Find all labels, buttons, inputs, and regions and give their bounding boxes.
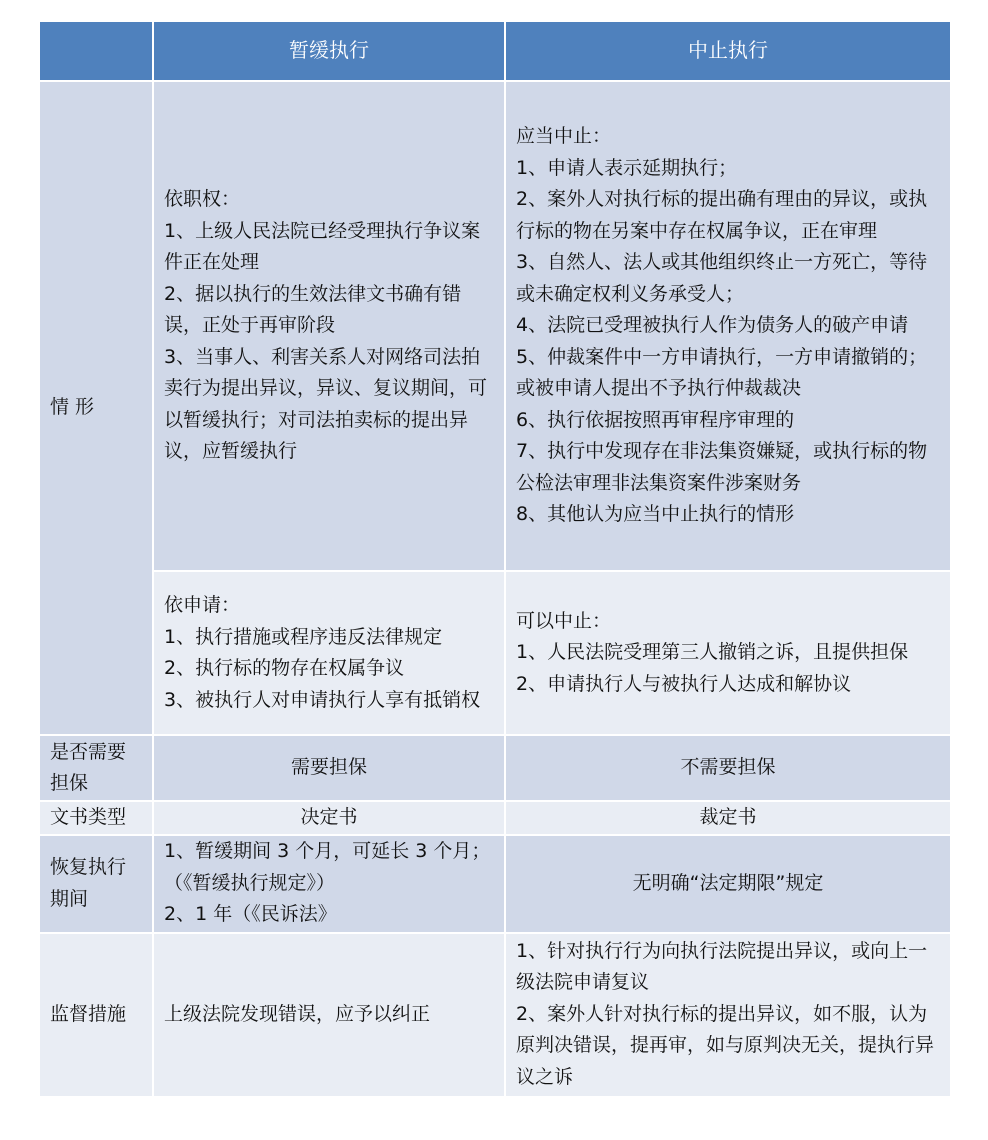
- suspend-on-application-item: 2、执行标的物存在权属争议: [164, 657, 405, 679]
- stop-mandatory-item: 6、执行依据按照再审程序审理的: [516, 408, 795, 431]
- supervision-row: [40, 934, 950, 1096]
- supervision-stop-item: 2、案外人针对执行标的提出异议，如不服，认为原判决错误，提再审，如与原判决无关，提执行异议之诉: [516, 1002, 935, 1088]
- suspend-on-application-item: 3、被执行人对申请执行人享有抵销权: [164, 688, 481, 711]
- header-blank-cell: [40, 22, 152, 80]
- stop-mandatory-item: 4、法院已受理被执行人作为债务人的破产申请: [516, 314, 909, 337]
- stop-optional-heading: 可以中止：: [516, 609, 612, 632]
- stop-mandatory-item: 1、申请人表示延期执行；: [516, 156, 738, 179]
- resume-period-suspend-cell: [154, 836, 504, 932]
- header-suspend-execution: 暂缓执行: [154, 22, 504, 80]
- supervision-suspend: 上级法院发现错误，应予以纠正: [154, 934, 504, 1096]
- suspend-ex-officio-heading: 依职权：: [164, 188, 241, 211]
- suspend-ex-officio-item: 1、上级人民法院已经受理执行争议案件正在处理: [164, 219, 481, 274]
- document-type-row: [40, 802, 950, 834]
- suspend-ex-officio-item: 2、据以执行的生效法律文书确有错误，正处于再审阶段: [164, 282, 462, 337]
- comparison-table: [38, 20, 952, 1098]
- suspend-on-application-cell: [154, 572, 504, 734]
- document-type-stop: 裁定书: [506, 802, 950, 834]
- situation-label: 情 形: [40, 82, 152, 734]
- situation-row-1: [40, 82, 950, 570]
- suspend-on-application-heading: 依申请：: [164, 594, 241, 616]
- suspend-on-application-item: 1、执行措施或程序违反法律规定: [164, 625, 443, 648]
- guarantee-label: 是否需要担保: [40, 736, 152, 800]
- stop-mandatory-item: 3、自然人、法人或其他组织终止一方死亡，等待或未确定权利义务承受人；: [516, 251, 928, 305]
- document-type-label: 文书类型: [40, 802, 152, 834]
- resume-period-suspend-item: 1、暂缓期间 3 个月，可延长 3 个月；（《暂缓执行规定》）: [164, 840, 491, 894]
- resume-period-label: 恢复执行期间: [40, 836, 152, 932]
- guarantee-suspend: 需要担保: [154, 736, 504, 800]
- resume-period-stop: 无明确“法定期限”规定: [506, 836, 950, 932]
- guarantee-stop: 不需要担保: [506, 736, 950, 800]
- stop-mandatory-item: 5、仲裁案件中一方申请执行，一方申请撤销的；或被申请人提出不予执行仲裁裁决: [516, 345, 928, 400]
- stop-mandatory-heading: 应当中止：: [516, 125, 612, 148]
- suspend-ex-officio-cell: [154, 82, 504, 570]
- supervision-stop-item: 1、针对执行行为向执行法院提出异议，或向上一级法院申请复议: [516, 939, 928, 994]
- stop-optional-cell: [506, 572, 950, 734]
- resume-period-row: [40, 836, 950, 932]
- stop-optional-item: 2、申请执行人与被执行人达成和解协议: [516, 672, 852, 695]
- header-row: [40, 22, 950, 80]
- stop-mandatory-item: 2、案外人对执行标的提出确有理由的异议，或执行标的物在另案中存在权属争议，正在审理: [516, 188, 928, 242]
- stop-mandatory-item: 7、执行中发现存在非法集资嫌疑，或执行标的物公检法审理非法集资案件涉案财务: [516, 440, 928, 494]
- suspend-ex-officio-item: 3、当事人、利害关系人对网络司法拍卖行为提出异议，异议、复议期间，可以暂缓执行；对司法拍卖标的提出异议，应暂缓执行: [164, 345, 488, 463]
- supervision-stop-cell: [506, 934, 950, 1096]
- header-stop-execution: 中止执行: [506, 22, 950, 80]
- supervision-label: 监督措施: [40, 934, 152, 1096]
- guarantee-row: [40, 736, 950, 800]
- resume-period-suspend-item: 2、1 年（《民诉法》: [164, 903, 337, 926]
- situation-row-2: [40, 572, 950, 734]
- document-type-suspend: 决定书: [154, 802, 504, 834]
- stop-mandatory-cell: [506, 82, 950, 570]
- stop-optional-item: 1、人民法院受理第三人撤销之诉，且提供担保: [516, 641, 909, 664]
- stop-mandatory-item: 8、其他认为应当中止执行的情形: [516, 503, 795, 526]
